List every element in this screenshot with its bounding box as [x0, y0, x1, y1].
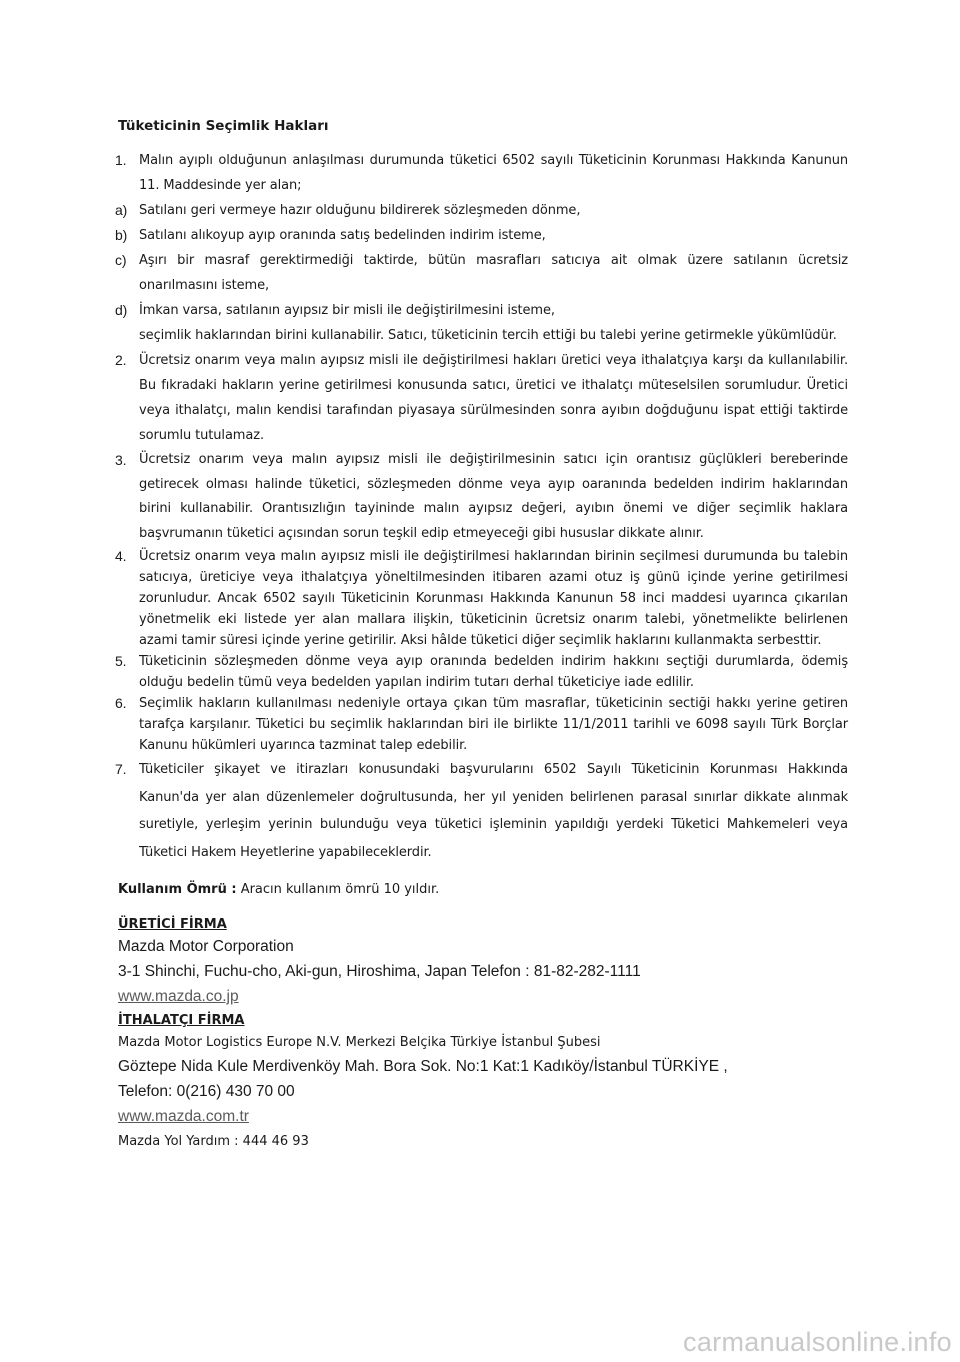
- list-item-text: Seçimlik hakların kullanılması nedeniyle ortaya çıkan tüm masraflar, tüketicinin sectiği hakkı yerine getiren tarafça karşılanır. Tüketici bu seçimlik haklarından biri ile birlikte 11/1/2011 tarihli ve 6098 sayılı Türk Borçlar Kanunu hükümleri uyarınca tazminat talep edebilir.: [139, 696, 848, 753]
- manufacturer-website-link[interactable]: www.mazda.co.jp: [118, 988, 239, 1005]
- list-marker: b): [115, 227, 128, 243]
- list-item-text: seçimlik haklarından birini kullanabilir. Satıcı, tüketicinin tercih ettiği bu talebi yerine getirmekle yükümlüdür.: [139, 328, 837, 343]
- list-marker: 7.: [115, 761, 127, 777]
- list-item-text: İmkan varsa, satılanın ayıpsız bir misli ile değiştirilmesini isteme,: [139, 303, 555, 318]
- list-marker: 3.: [115, 452, 127, 468]
- list-item-text: Ücretsiz onarım veya malın ayıpsız misli ile değiştirilmesinin satıcı için orantısız güçlükleri bereberinde getirecek olması halinde tüketici, sözleşmeden dönme veya ayıp oaranında bedelden indirim haklarından birini kullanabilir. Orantısızlığın tayininde malın ayıpsız değeri, ayıbın önemi ve diğer seçimlik haklara başvrumanın tüketici açısından sorun teşkil edip etmeyeceği gibi hususlar dikkate alınır.: [139, 452, 848, 541]
- list-item: [115, 693, 848, 756]
- importer-heading: İTHALATÇI FİRMA: [118, 1013, 245, 1028]
- list-item-text: Ücretsiz onarım veya malın ayıpsız misli ile değiştirilmesi hakları üretici veya ithalatçıya karşı da kullanılabilir. Bu fıkradaki hakların yerine getirilmesi konusunda satıcı, üretici ve ithalatçı müteselsilen sorumludur. Üretici veya ithalatçı, malın kendisi tarafından piyasaya sürülmesinden sonra ayıbın doğduğunu ispat ettiği taktirde sorumlu tutulamaz.: [139, 353, 848, 443]
- list-item-text: Satılanı geri vermeye hazır olduğunu bildirerek sözleşmeden dönme,: [139, 203, 581, 218]
- list-marker: a): [115, 202, 128, 218]
- list-item: [115, 148, 848, 198]
- importer-phone: Telefon: 0(216) 430 70 00: [118, 1083, 295, 1100]
- list-item: [115, 223, 848, 248]
- page-title: Tüketicinin Seçimlik Hakları: [118, 118, 329, 134]
- list-item: [115, 348, 848, 448]
- watermark: carmanualsonline.info: [683, 1327, 952, 1357]
- list-item: [115, 546, 848, 651]
- list-marker: 2.: [115, 352, 127, 368]
- importer-address: Göztepe Nida Kule Merdivenköy Mah. Bora Sok. No:1 Kat:1 Kadıköy/İstanbul TÜRKİYE ,: [118, 1058, 728, 1075]
- manufacturer-name: Mazda Motor Corporation: [118, 938, 294, 955]
- list-item-text: Satılanı alıkoyup ayıp oranında satış bedelinden indirim isteme,: [139, 228, 546, 243]
- list-item-text: Aşırı bir masraf gerektirmediği taktirde, bütün masrafları satıcıya ait olmak üzere satılanın ücretsiz onarılmasını isteme,: [139, 253, 848, 293]
- list-item: [115, 198, 848, 223]
- list-marker: 4.: [115, 548, 127, 564]
- usage-value: Aracın kullanım ömrü 10 yıldır.: [236, 882, 440, 897]
- usage-label: Kullanım Ömrü :: [118, 882, 237, 897]
- list-item-text: Ücretsiz onarım veya malın ayıpsız misli ile değiştirilmesi haklarından birinin seçilmesi durumunda bu talebin satıcıya, üreticiye veya ithalatçıya yöneltilmesinden itibaren azami otuz iş günü içinde yerine getirilmesi zorunludur. Ancak 6502 sayılı Tüketicinin Korunması Hakkında Kanunun 58 inci maddesi uyarınca çıkarılan yönetmelik eki listede yer alan mallara ilişkin, tüketicinin ücretsiz onarım talebi, yönetmelikte belirlenen azami tamir süresi içinde yerine getirilir. Aksi hâlde tüketici diğer seçimlik haklarını kullanmakta serbesttir.: [139, 549, 848, 648]
- list-item-text: Malın ayıplı olduğunun anlaşılması durumunda tüketici 6502 sayılı Tüketicinin Korunması Hakkında Kanunun 11. Maddesinde yer alan;: [139, 153, 848, 193]
- list-item: [115, 248, 848, 298]
- importer-website-link[interactable]: www.mazda.com.tr: [118, 1108, 249, 1125]
- list-marker: 1.: [115, 152, 127, 168]
- list-item: [115, 448, 848, 546]
- manufacturer-heading: ÜRETİCİ FİRMA: [118, 917, 227, 932]
- list-item: [118, 323, 848, 348]
- list-marker: 6.: [115, 695, 127, 711]
- list-item-text: Tüketicinin sözleşmeden dönme veya ayıp oranında bedelden indirim hakkını seçtiği durumlarda, ödemiş olduğu bedelin tümü veya bedelden yapılan indirim tutarı derhal tüketiciye iade edlilir.: [139, 654, 848, 690]
- document-page: [115, 118, 848, 1153]
- list-marker: 5.: [115, 653, 127, 669]
- list-item: [115, 756, 848, 866]
- list-item: [115, 298, 848, 323]
- list-item-text: Tüketiciler şikayet ve itirazları konusundaki başvurularını 6502 Sayılı Tüketicinin Korunması Hakkında Kanun'da yer alan düzenlemeler doğrultusunda, her yıl yeniden belirlenen parasal sınırlar dikkate alınmak suretiyle, yerleşim yerinin bulunduğu veya tüketici işleminin yapıldığı yerdeki Tüketici Mahkemeleri veya Tüketici Hakem Heyetlerine yapabileceklerdir.: [139, 762, 848, 860]
- list-marker: c): [115, 252, 127, 268]
- importer-name: Mazda Motor Logistics Europe N.V. Merkezi Belçika Türkiye İstanbul Şubesi: [118, 1035, 601, 1050]
- list-item: [115, 651, 848, 693]
- list-marker: d): [115, 302, 128, 318]
- roadside-assistance: Mazda Yol Yardım : 444 46 93: [118, 1134, 309, 1149]
- usage-life: [118, 882, 848, 897]
- manufacturer-address: 3-1 Shinchi, Fuchu-cho, Aki-gun, Hiroshima, Japan Telefon : 81-82-282-1111: [118, 963, 641, 980]
